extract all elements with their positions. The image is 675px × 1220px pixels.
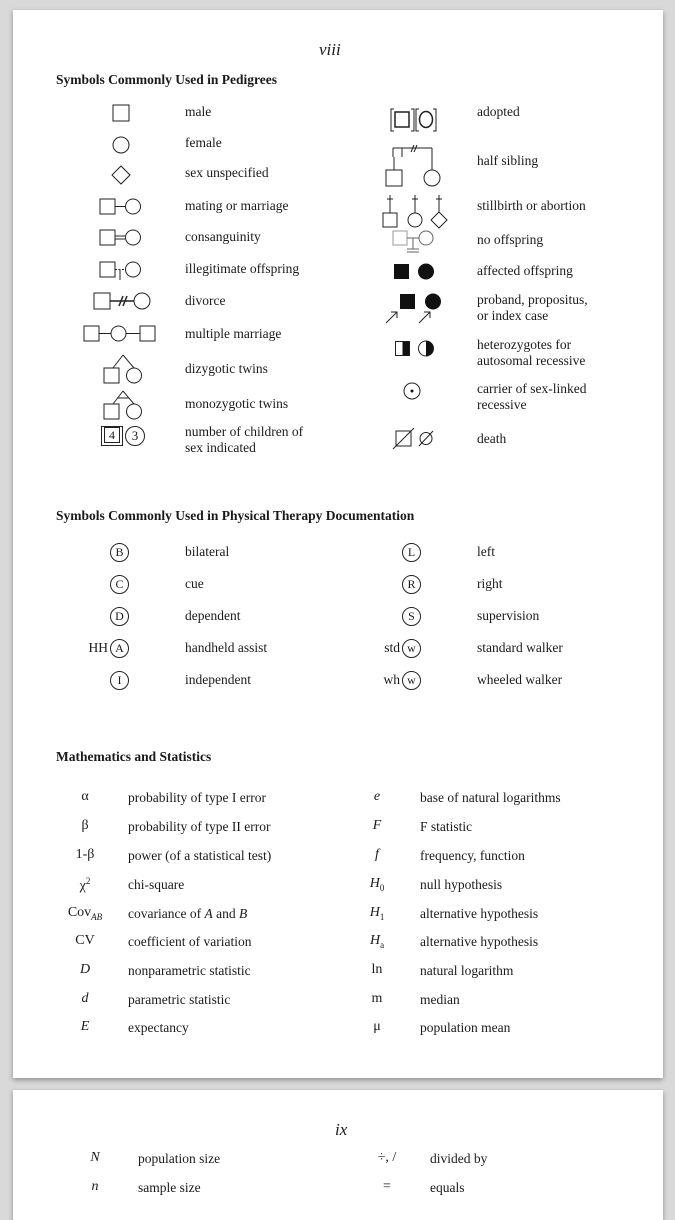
stillbirth-icon	[380, 195, 452, 229]
no-offspring-icon	[392, 229, 436, 257]
symbol-text: n	[91, 1179, 99, 1194]
math-symbol	[55, 876, 115, 895]
math-label: sample size	[138, 1180, 201, 1195]
math-label: nonparametric statistic	[128, 963, 251, 978]
pedigree-section-title: Symbols Commonly Used in Pedigrees	[56, 72, 278, 87]
pedigree-label: monozygotic twins	[185, 396, 289, 411]
symbol-text: H	[369, 933, 381, 948]
math-label: median	[420, 992, 460, 1007]
pt-symbol	[51, 543, 129, 562]
pedigree-label: adopted	[477, 104, 520, 119]
circled-letter-icon: R	[402, 575, 421, 594]
pedigree-label: death	[477, 431, 507, 446]
male-square-icon	[112, 104, 130, 122]
pt-symbol	[51, 639, 129, 658]
math-symbol	[357, 1150, 417, 1166]
math-label: alternative hypothesis	[420, 934, 539, 949]
female-count-circle-icon	[125, 426, 145, 446]
math-symbol	[347, 933, 407, 950]
symbol-text: m	[371, 991, 383, 1006]
pt-label: handheld assist	[185, 640, 268, 655]
math-section-title: Mathematics and Statistics	[56, 749, 212, 764]
pedigree-label: no offspring	[477, 232, 544, 247]
symbol-text: F	[372, 818, 382, 833]
math-label: coefficient of variation	[128, 934, 252, 949]
symbol-text: =	[383, 1179, 391, 1194]
math-symbol	[347, 905, 407, 922]
monozygotic-twins-icon	[101, 388, 145, 422]
pedigree-label: proband, propositus,	[477, 292, 588, 307]
symbol-text: μ	[373, 1019, 381, 1034]
symbol-subscript: 1	[379, 911, 385, 922]
math-symbol	[357, 1179, 417, 1195]
death-icon	[393, 428, 437, 450]
circled-letter-icon: w	[402, 639, 421, 658]
symbol-text: H	[369, 905, 380, 920]
circled-letter-icon: I	[110, 671, 129, 690]
pt-label: independent	[185, 672, 251, 687]
pt-label: supervision	[477, 608, 540, 623]
pt-symbol	[343, 671, 421, 690]
pedigree-label: female	[185, 135, 222, 150]
symbol-text: E	[80, 1019, 90, 1034]
pedigree-label: autosomal recessive	[477, 353, 586, 368]
symbol-text: 1-β	[75, 847, 95, 862]
pedigree-label: mating or marriage	[185, 198, 289, 213]
pt-prefix: wh	[383, 672, 400, 687]
pedigree-label: half sibling	[477, 153, 539, 168]
pedigree-label: multiple marriage	[185, 326, 282, 341]
circled-letter-icon: D	[110, 607, 129, 626]
circled-letter-icon: B	[110, 543, 129, 562]
math-symbol	[347, 818, 407, 834]
proband-icon	[383, 292, 445, 326]
symbol-text: ÷, /	[377, 1150, 397, 1165]
pt-symbol	[343, 607, 421, 626]
math-label: equals	[430, 1180, 465, 1195]
math-label: parametric statistic	[128, 992, 231, 1007]
symbol-text: CV	[75, 933, 95, 948]
symbol-text: β	[81, 818, 89, 833]
pedigree-label: illegitimate offspring	[185, 261, 300, 276]
math-symbol	[65, 1150, 125, 1166]
math-label: natural logarithm	[420, 963, 514, 978]
pt-symbol	[51, 671, 129, 690]
page-number: viii	[319, 40, 341, 59]
pt-label: dependent	[185, 608, 241, 623]
math-label: expectancy	[128, 1020, 189, 1035]
pedigree-label: consanguinity	[185, 229, 261, 244]
symbol-text: Cov	[67, 905, 92, 920]
math-label: null hypothesis	[420, 877, 503, 892]
page-ix	[13, 1090, 663, 1220]
math-symbol	[55, 818, 115, 834]
female-count: 3	[131, 428, 139, 443]
math-symbol	[55, 789, 115, 805]
female-circle-icon	[111, 135, 131, 155]
math-symbol	[347, 847, 407, 863]
pt-label: right	[477, 576, 503, 591]
pt-label: cue	[185, 576, 204, 591]
circled-letter-icon: L	[402, 543, 421, 562]
label-part: and	[212, 906, 239, 921]
math-label: divided by	[430, 1151, 488, 1166]
symbol-text: f	[375, 847, 379, 862]
circled-letter-icon: w	[402, 671, 421, 690]
math-symbol	[347, 991, 407, 1007]
diamond-icon	[111, 165, 131, 185]
math-symbol	[347, 1019, 407, 1035]
math-symbol	[347, 876, 407, 893]
symbol-superscript: 2	[85, 876, 91, 886]
affected-offspring-icon	[393, 262, 437, 282]
symbol-subscript: a	[380, 939, 385, 950]
heterozygote-icon	[394, 339, 438, 359]
page-viii	[13, 10, 663, 1078]
symbol-subscript: 0	[379, 882, 385, 893]
symbol-text: ln	[371, 962, 383, 977]
math-symbol	[55, 905, 115, 922]
pedigree-label: male	[185, 104, 212, 119]
symbol-text: e	[373, 789, 381, 804]
adopted-icon	[390, 107, 438, 133]
math-label: population size	[138, 1151, 221, 1166]
pedigree-label: sex indicated	[185, 440, 256, 455]
math-symbol	[347, 962, 407, 978]
carrier-icon	[401, 380, 423, 402]
math-symbol	[55, 847, 115, 863]
math-label: alternative hypothesis	[420, 906, 539, 921]
half-sibling-icon	[382, 145, 448, 189]
pt-label: left	[477, 544, 495, 559]
pedigree-label: divorce	[185, 293, 226, 308]
circled-letter-icon: C	[110, 575, 129, 594]
math-symbol	[55, 1019, 115, 1035]
pt-section-title: Symbols Commonly Used in Physical Therapy Documentation	[56, 508, 415, 523]
pedigree-label: affected offspring	[477, 263, 573, 278]
pedigree-label: dizygotic twins	[185, 361, 268, 376]
male-count: 4	[104, 427, 120, 443]
math-symbol	[55, 933, 115, 949]
page-number: ix	[335, 1120, 348, 1139]
label-part: B	[238, 906, 248, 921]
label-part: covariance of	[128, 906, 205, 921]
pt-prefix: std	[384, 640, 400, 655]
dizygotic-twins-icon	[101, 352, 145, 386]
pedigree-label: number of children of	[185, 424, 304, 439]
number-of-children-icon	[101, 426, 123, 446]
math-label	[128, 906, 247, 922]
math-symbol	[65, 1179, 125, 1195]
multiple-marriage-icon	[83, 324, 159, 344]
pedigree-label: or index case	[477, 308, 549, 323]
pt-symbol	[343, 543, 421, 562]
math-label: chi-square	[128, 877, 185, 892]
math-symbol	[347, 789, 407, 805]
math-label: probability of type II error	[128, 819, 271, 834]
symbol-text: N	[90, 1150, 100, 1165]
pedigree-label: heterozygotes for	[477, 337, 572, 352]
math-label: power (of a statistical test)	[128, 848, 272, 863]
math-label: base of natural logarithms	[420, 790, 561, 805]
pedigree-label: recessive	[477, 397, 527, 412]
pt-label: wheeled walker	[477, 672, 563, 687]
pt-symbol	[343, 575, 421, 594]
math-label: F statistic	[420, 819, 473, 834]
math-symbol	[55, 991, 115, 1007]
label-part: A	[204, 906, 213, 921]
mating-icon	[99, 197, 145, 217]
symbol-text: H	[369, 876, 380, 891]
illegitimate-icon	[99, 260, 145, 282]
pt-label: bilateral	[185, 544, 230, 559]
math-label: population mean	[420, 1020, 511, 1035]
pt-symbol	[343, 639, 421, 658]
consanguinity-icon	[99, 228, 145, 248]
pedigree-label: carrier of sex-linked	[477, 381, 587, 396]
divorce-icon	[93, 291, 153, 313]
symbol-text: D	[79, 962, 91, 977]
pt-symbol	[51, 607, 129, 626]
math-label: probability of type I error	[128, 790, 266, 805]
circled-letter-icon: S	[402, 607, 421, 626]
pt-symbol	[51, 575, 129, 594]
symbol-text: χ	[79, 878, 86, 894]
circled-letter-icon: A	[110, 639, 129, 658]
pedigree-label: sex unspecified	[185, 165, 269, 180]
symbol-subscript: AB	[91, 911, 103, 922]
math-label: frequency, function	[420, 848, 525, 863]
pt-label: standard walker	[477, 640, 563, 655]
math-symbol	[55, 962, 115, 978]
symbol-text: α	[81, 789, 89, 804]
symbol-text: d	[81, 991, 89, 1006]
pt-prefix: HH	[88, 640, 108, 655]
pedigree-label: stillbirth or abortion	[477, 198, 586, 213]
